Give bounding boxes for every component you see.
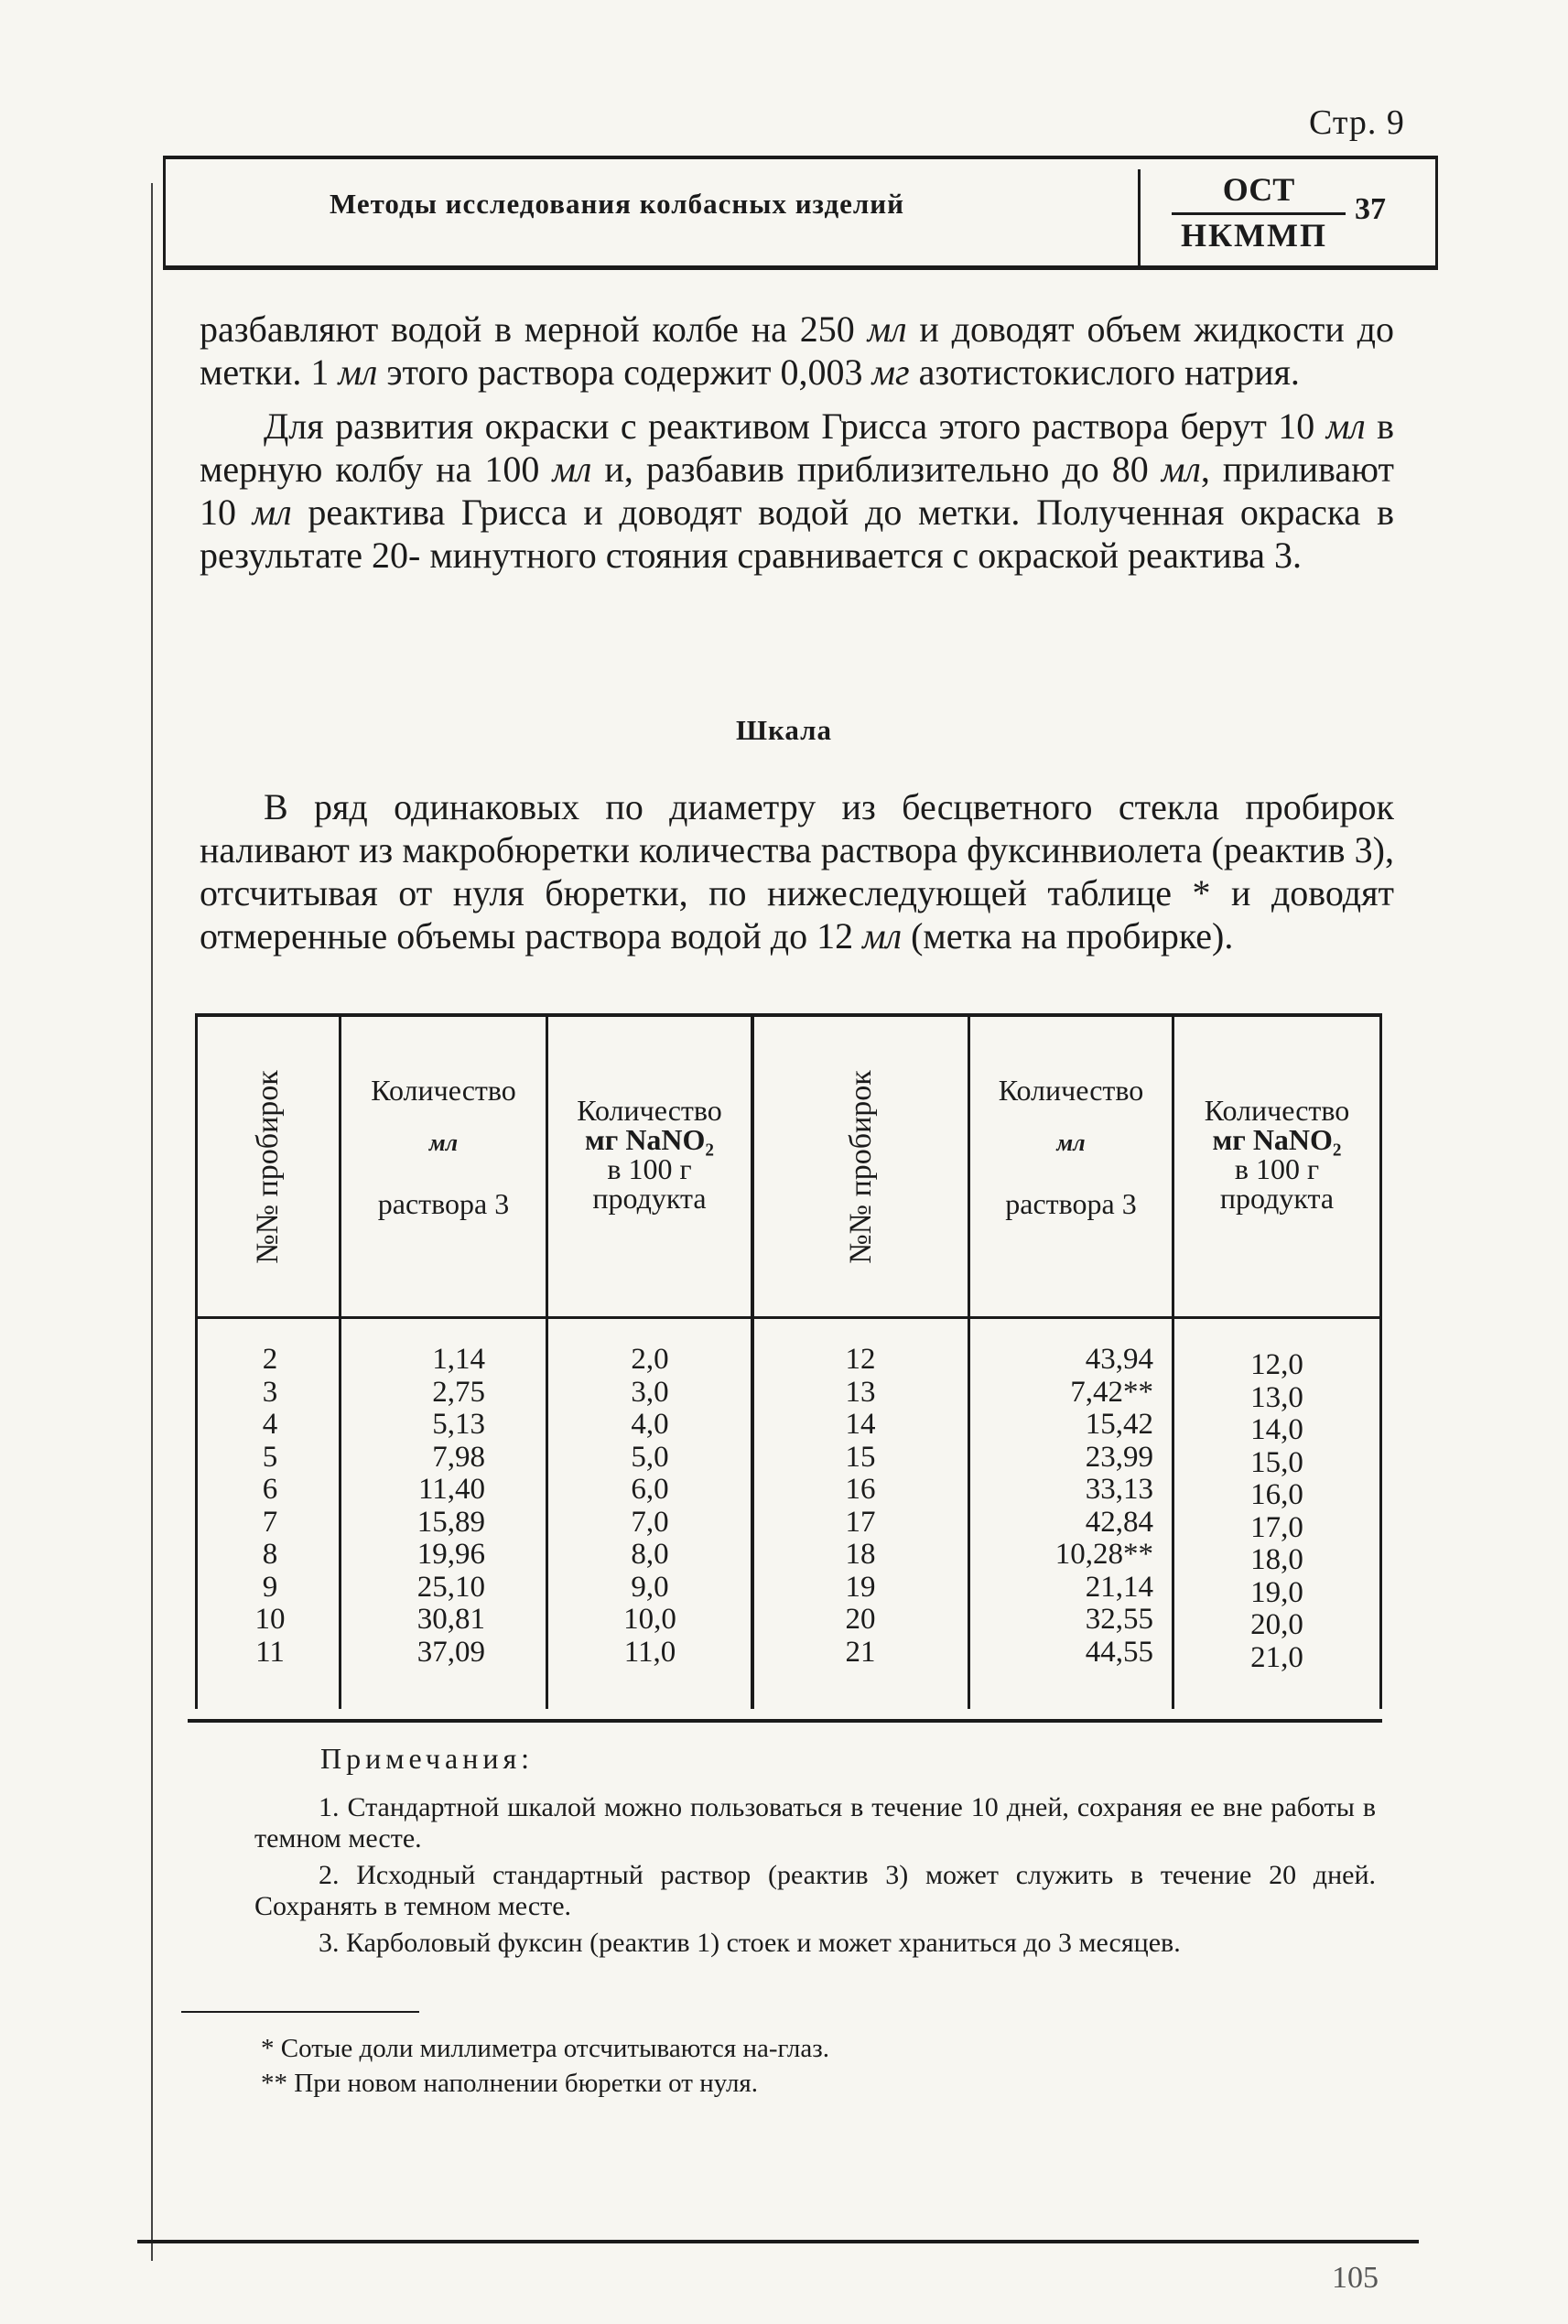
header-nkmmp: НКММП <box>1180 217 1328 254</box>
table-cell: 16 <box>845 1473 876 1506</box>
footnote-2: ** При новом наполнении бюретки от нуля. <box>261 2069 759 2098</box>
table-cell: 14,0 <box>1250 1413 1303 1446</box>
table-cell: 21,0 <box>1250 1640 1303 1674</box>
table-cell: 19 <box>845 1570 876 1604</box>
table-cell: 21 <box>845 1635 876 1669</box>
table-cell: 43,94 <box>1085 1343 1153 1376</box>
footnote-rule <box>181 2011 419 2013</box>
header-ost: ОСТ <box>1222 171 1295 208</box>
header-bottom-rule <box>163 265 1438 270</box>
table-cell: 13 <box>845 1375 876 1409</box>
table-cell: 6,0 <box>631 1473 669 1506</box>
table-cell: 20,0 <box>1250 1608 1303 1641</box>
table-cell: 7,98 <box>432 1440 485 1474</box>
table-cell: 18 <box>845 1538 876 1571</box>
table-cell: 15,0 <box>1250 1445 1303 1479</box>
col-tube-right <box>806 1344 915 1669</box>
col-ml-left <box>348 1344 485 1669</box>
table-cell: 4,0 <box>631 1408 669 1441</box>
table-cell: 17,0 <box>1250 1510 1303 1544</box>
table-cell: 3 <box>262 1375 278 1409</box>
table-cell: 15,89 <box>416 1505 485 1539</box>
notes-title: Примечания: <box>320 1742 535 1775</box>
col-mg-right <box>1208 1349 1346 1674</box>
table-cell: 20 <box>845 1603 876 1636</box>
table-cell: 25,10 <box>416 1570 485 1604</box>
table-cell: 11,0 <box>623 1635 676 1669</box>
table-cell: 37,09 <box>416 1635 485 1669</box>
table-cell: 5,13 <box>432 1408 485 1441</box>
table-cell: 5 <box>262 1440 278 1474</box>
header-qty-ml-right: Количество мл раствора 3 <box>998 1074 1144 1220</box>
col-ml-right <box>989 1344 1153 1669</box>
page-bottom-rule <box>137 2240 1419 2243</box>
table-cell: 5,0 <box>631 1440 669 1474</box>
table-cell: 1,14 <box>432 1343 485 1376</box>
footnote-1: * Сотые доли миллиметра отсчитываются на-глаз. <box>261 2034 829 2063</box>
header-tube-cell-right <box>754 1017 968 1316</box>
table-cell: 8,0 <box>631 1538 669 1571</box>
table-cell: 12 <box>845 1343 876 1376</box>
table-cell: 33,13 <box>1085 1473 1153 1506</box>
table-cell: 7 <box>262 1505 278 1539</box>
header-tubes-right: №№ пробирок <box>844 1070 878 1264</box>
table-cell: 21,14 <box>1085 1570 1153 1604</box>
table-cell: 11 <box>255 1635 285 1669</box>
table-cell: 9,0 <box>631 1570 669 1604</box>
table-bottom-rule <box>188 1719 1382 1723</box>
intro-paragraph-1: разбавляют водой в мерной колбе на 250 мл и доводят объем жидкости до метки. 1 мл этого раствора содержит 0,003 мг азотистокислого натрия. <box>200 308 1394 393</box>
header-qty-nano-left: Количество мг NaNO₂ в 100 г продукта <box>577 1094 722 1215</box>
table-border-right <box>1379 1013 1382 1709</box>
table-cell: 10,28** <box>1054 1538 1153 1571</box>
table-cell: 2 <box>262 1343 278 1376</box>
page-number: 105 <box>1332 2261 1379 2295</box>
table-cell: 8 <box>262 1538 278 1571</box>
header-qty-nano-right: Количество мг NaNO₂ в 100 г продукта <box>1204 1094 1350 1215</box>
table-header-rule <box>197 1316 1382 1319</box>
table-cell: 42,84 <box>1085 1505 1153 1539</box>
header-qty-ml-left: Количество мл раствора 3 <box>371 1074 516 1220</box>
table-cell: 10,0 <box>623 1603 676 1636</box>
header-divider <box>1138 169 1141 265</box>
header-tubes-left: №№ пробирок <box>251 1070 285 1264</box>
table-cell: 32,55 <box>1085 1603 1153 1636</box>
header-right-border <box>1435 156 1438 270</box>
note-1: 1. Стандартной шкалой можно пользоваться в течение 10 дней, сохраняя ее вне работы в темном месте. <box>254 1792 1376 1854</box>
header-fraction-line <box>1172 212 1346 215</box>
scale-title: Шкала <box>735 714 833 746</box>
table-cell: 10 <box>254 1603 286 1636</box>
table-cell: 9 <box>262 1570 278 1604</box>
header-top-rule <box>163 156 1438 159</box>
notes-list <box>254 1792 1376 1959</box>
table-cell: 19,96 <box>416 1538 485 1571</box>
header-left-border <box>163 156 166 270</box>
intro-paragraph-2: Для развития окраски с реактивом Грисса этого раствора берут 10 мл в мерную колбу на 100 мл и, разбавив приблизительно до 80 мл, приливают 10 мл реактива Грисса и доводят водой до метки. Полученная окраска в результате 20- минутного стояния сравнивается с окраской реактива 3. <box>200 405 1395 576</box>
intro-text <box>200 308 1394 577</box>
table-cell: 11,40 <box>417 1473 485 1506</box>
col-tube-left <box>220 1344 320 1669</box>
page-left-margin-line <box>151 183 153 2261</box>
table-cell: 7,42** <box>1070 1375 1153 1409</box>
table-cell: 12,0 <box>1250 1348 1303 1381</box>
table-cell: 19,0 <box>1250 1575 1303 1609</box>
table-cell: 3,0 <box>631 1375 669 1409</box>
table-cell: 30,81 <box>416 1603 485 1636</box>
table-cell: 15,42 <box>1085 1408 1153 1441</box>
table-cell: 2,0 <box>631 1343 669 1376</box>
table-cell: 44,55 <box>1085 1635 1153 1669</box>
note-2: 2. Исходный стандартный раствор (реактив 3) может служить в течение 20 дней. Сохранять в темном месте. <box>254 1860 1376 1921</box>
table-cell: 15 <box>845 1440 876 1474</box>
table-cell: 7,0 <box>631 1505 669 1539</box>
scale-paragraph: В ряд одинаковых по диаметру из бесцветного стекла пробирок наливают из макробюретки количества раствора фуксинвиолета (реактив 3), отсчитывая от нуля бюретки, по нижеследующей таблице * и доводят отмеренные объемы раствора водой до 12 мл (метка на пробирке). <box>200 786 1394 957</box>
table-cell: 2,75 <box>432 1375 485 1409</box>
header-tube-cell-left <box>198 1017 339 1316</box>
note-3: 3. Карболовый фуксин (реактив 1) стоек и может храниться до 3 месяцев. <box>319 1928 1181 1958</box>
table-cell: 4 <box>262 1408 278 1441</box>
header-title: Методы исследования колбасных изделий <box>330 188 905 220</box>
table-cell: 16,0 <box>1250 1478 1303 1511</box>
table-cell: 23,99 <box>1085 1440 1153 1474</box>
table-cell: 18,0 <box>1250 1543 1303 1576</box>
col-mg-left <box>586 1344 714 1669</box>
table-cell: 17 <box>845 1505 876 1539</box>
table-cell: 14 <box>845 1408 876 1441</box>
table-cell: 6 <box>262 1473 278 1506</box>
header-number: 37 <box>1355 192 1386 226</box>
table-cell: 13,0 <box>1250 1380 1303 1414</box>
page-label: Стр. 9 <box>1309 103 1405 142</box>
